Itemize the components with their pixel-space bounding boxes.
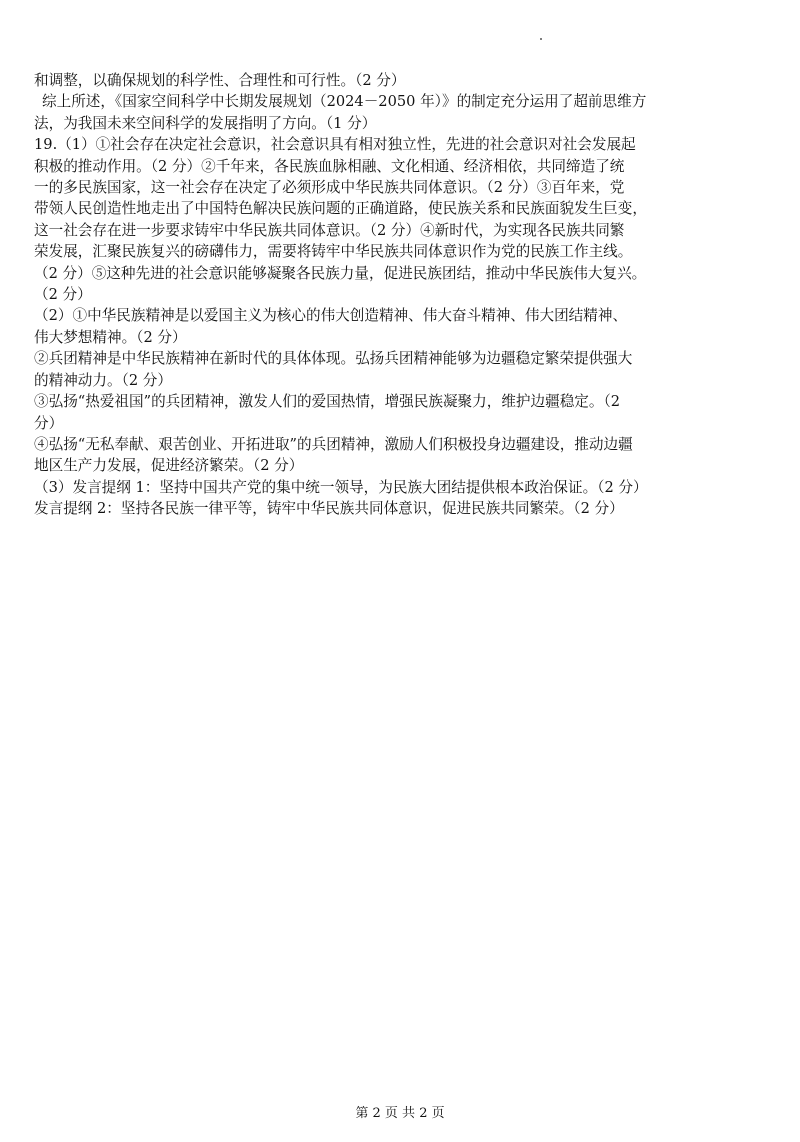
document-body xyxy=(34,70,774,520)
text-line: （2）①中华民族精神是以爱国主义为核心的伟大创造精神、伟大奋斗精神、伟大团结精神、 xyxy=(34,307,628,325)
text-line: ②兵团精神是中华民族精神在新时代的具体体现。弘扬兵团精神能够为边疆稳定繁荣提供强大 xyxy=(34,350,633,368)
text-line: 19.（1）①社会存在决定社会意识，社会意识具有相对独立性，先进的社会意识对社会发展起 xyxy=(34,136,636,154)
text-line: 这一社会存在进一步要求铸牢中华民族共同体意识。（2 分）④新时代，为实现各民族共同繁 xyxy=(34,221,625,239)
text-line: 的精神动力。（2 分） xyxy=(34,371,172,389)
text-line: 分） xyxy=(34,414,64,432)
text-line: 综上所述，《国家空间科学中长期发展规划（2024－2050 年）》的制定充分运用了超前思维方 xyxy=(42,93,647,111)
text-line: ④弘扬“无私奉献、艰苦创业、开拓进取”的兵团精神，激励人们积极投身边疆建设，推动边疆 xyxy=(34,435,633,453)
page-number: 第 2 页 共 2 页 xyxy=(355,1106,445,1121)
text-line: ③弘扬“热爱祖国”的兵团精神，激发人们的爱国热情，增强民族凝聚力，维护边疆稳定。（2 xyxy=(34,393,621,411)
text-line: （2 分）⑤这种先进的社会意识能够凝聚各民族力量，促进民族团结，推动中华民族伟大复兴。 xyxy=(34,264,647,282)
text-line: 发言提纲 2：坚持各民族一律平等，铸牢中华民族共同体意识，促进民族共同繁荣。（2 分） xyxy=(34,500,624,518)
text-line: 积极的推动作用。（2 分）②千年来，各民族血脉相融、文化相通、经济相依，共同缔造了统 xyxy=(34,157,625,175)
text-line: 一的多民族国家，这一社会存在决定了必须形成中华民族共同体意识。（2 分）③百年来，党 xyxy=(34,179,625,197)
text-line: （3）发言提纲 1：坚持中国共产党的集中统一领导，为民族大团结提供根本政治保证。（2 分） xyxy=(34,478,648,496)
text-line: 法，为我国未来空间科学的发展指明了方向。（1 分） xyxy=(34,114,377,132)
text-line: 荣发展，汇聚民族复兴的磅礴伟力，需要将铸牢中华民族共同体意识作为党的民族工作主线。 xyxy=(34,243,633,261)
text-line: （2 分） xyxy=(34,286,92,304)
text-line: 和调整，以确保规划的科学性、合理性和可行性。（2 分） xyxy=(34,72,406,89)
text-line: 带领人民创造性地走出了中国特色解决民族问题的正确道路，使民族关系和民族面貌发生巨变， xyxy=(34,200,647,218)
text-line: 地区生产力发展，促进经济繁荣。（2 分） xyxy=(34,457,304,475)
scan-mark xyxy=(540,38,542,40)
text-line: 伟大梦想精神。（2 分） xyxy=(34,328,187,346)
